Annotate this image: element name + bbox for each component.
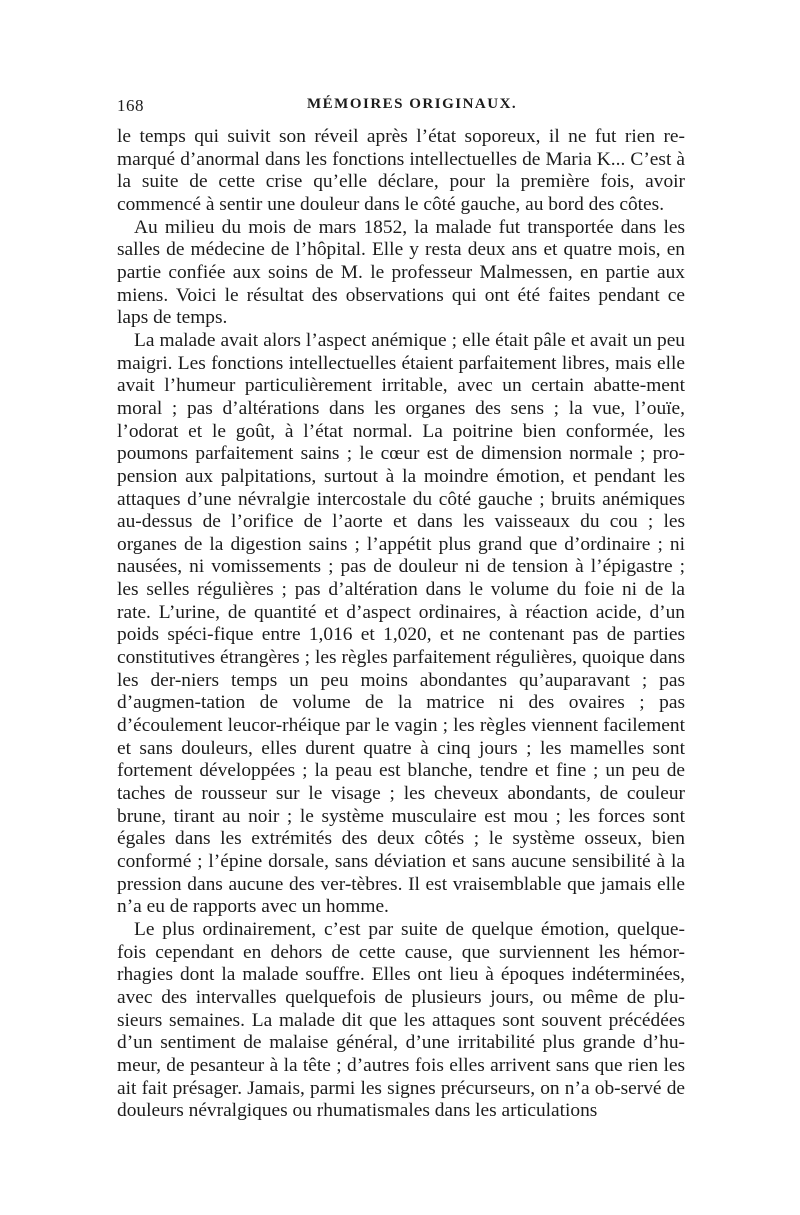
body-text bbox=[117, 126, 685, 1123]
paragraph-continuation: le temps qui suivit son réveil après l’état soporeux, il ne fut rien re-marqué d’anormal dans les fonctions intellectuelles de Maria K... C’est à la suite de cette crise qu’elle déclare, pour la première fois, avoir commencé à sentir une douleur dans le côté gauche, au bord des côtes. bbox=[117, 126, 685, 215]
running-head bbox=[117, 96, 685, 120]
paragraph-hemorrhages: Le plus ordinairement, c’est par suite de quelque émotion, quelque-fois cependant en dehors de cette cause, que surviennent les hémor-rhagies dont la malade souffre. Elles ont lieu à époques indéterminées, avec des intervalles quelquefois de plusieurs jours, ou même de plu-sieurs semaines. La malade dit que les attaques sont souvent précédées d’un sentiment de malaise général, d’une irritabilité plus grande d’hu-meur, de pesanteur à la tête ; d’autres fois elles arrivent sans que rien les ait fait présager. Jamais, parmi les signes précurseurs, on n’a ob-servé de douleurs névralgiques ou rhumatismales dans les articulations bbox=[117, 918, 685, 1122]
running-title: MÉMOIRES ORIGINAUX. bbox=[307, 96, 518, 112]
book-page bbox=[117, 96, 685, 1123]
paragraph-hospital-transfer: Au milieu du mois de mars 1852, la malade fut transportée dans les salles de médecine de l’hôpital. Elle y resta deux ans et quatre mois, en partie confiée aux soins de M. le professeur Malmessen, en partie aux miens. Voici le résultat des observations qui ont été faites pendant ce laps de temps. bbox=[117, 216, 685, 329]
page-number: 168 bbox=[117, 96, 144, 115]
paragraph-patient-condition: La malade avait alors l’aspect anémique ; elle était pâle et avait un peu maigri. Les fonctions intellectuelles étaient parfaitement libres, mais elle avait l’humeur particulièrement irritable, avec un certain abatte-ment moral ; pas d’altérations dans les organes des sens ; la vue, l’ouïe, l’odorat et le goût, à l’état normal. La poitrine bien conformée, les poumons parfaitement sains ; le cœur est de dimension normale ; pro-pension aux palpitations, surtout à la moindre émotion, et pendant les attaques d’une névralgie intercostale du côté gauche ; bruits anémiques au-dessus de l’orifice de l’aorte et dans les vaisseaux du cou ; les organes de la digestion sains ; l’appétit plus grand que d’ordinaire ; ni nausées, ni vomissements ; pas de douleur ni de tension à l’épigastre ; les selles régulières ; pas d’altération dans le volume du foie ni de la rate. L’urine, de quantité et d’aspect ordinaires, à réaction acide, d’un poids spéci-fique entre 1,016 et 1,020, et ne contenant pas de parties constitutives étrangères ; les règles parfaitement régulières, quoique dans les der-niers temps un peu moins abondantes qu’auparavant ; pas d’augmen-tation de volume de la matrice ni des ovaires ; pas d’écoulement leucor-rhéique par le vagin ; les règles viennent facilement et sans douleurs, elles durent quatre à cinq jours ; les mamelles sont fortement développées ; la peau est blanche, tendre et fine ; un peu de taches de rousseur sur le visage ; les cheveux abondants, de couleur brune, tirant au noir ; le système musculaire est mou ; les forces sont égales dans les extrémités des deux côtés ; le système osseux, bien conformé ; l’épine dorsale, sans déviation et sans aucune sensibilité à la pression dans aucune des ver-tèbres. Il est vraisemblable que jamais elle n’a eu de rapports avec un homme. bbox=[117, 329, 685, 918]
